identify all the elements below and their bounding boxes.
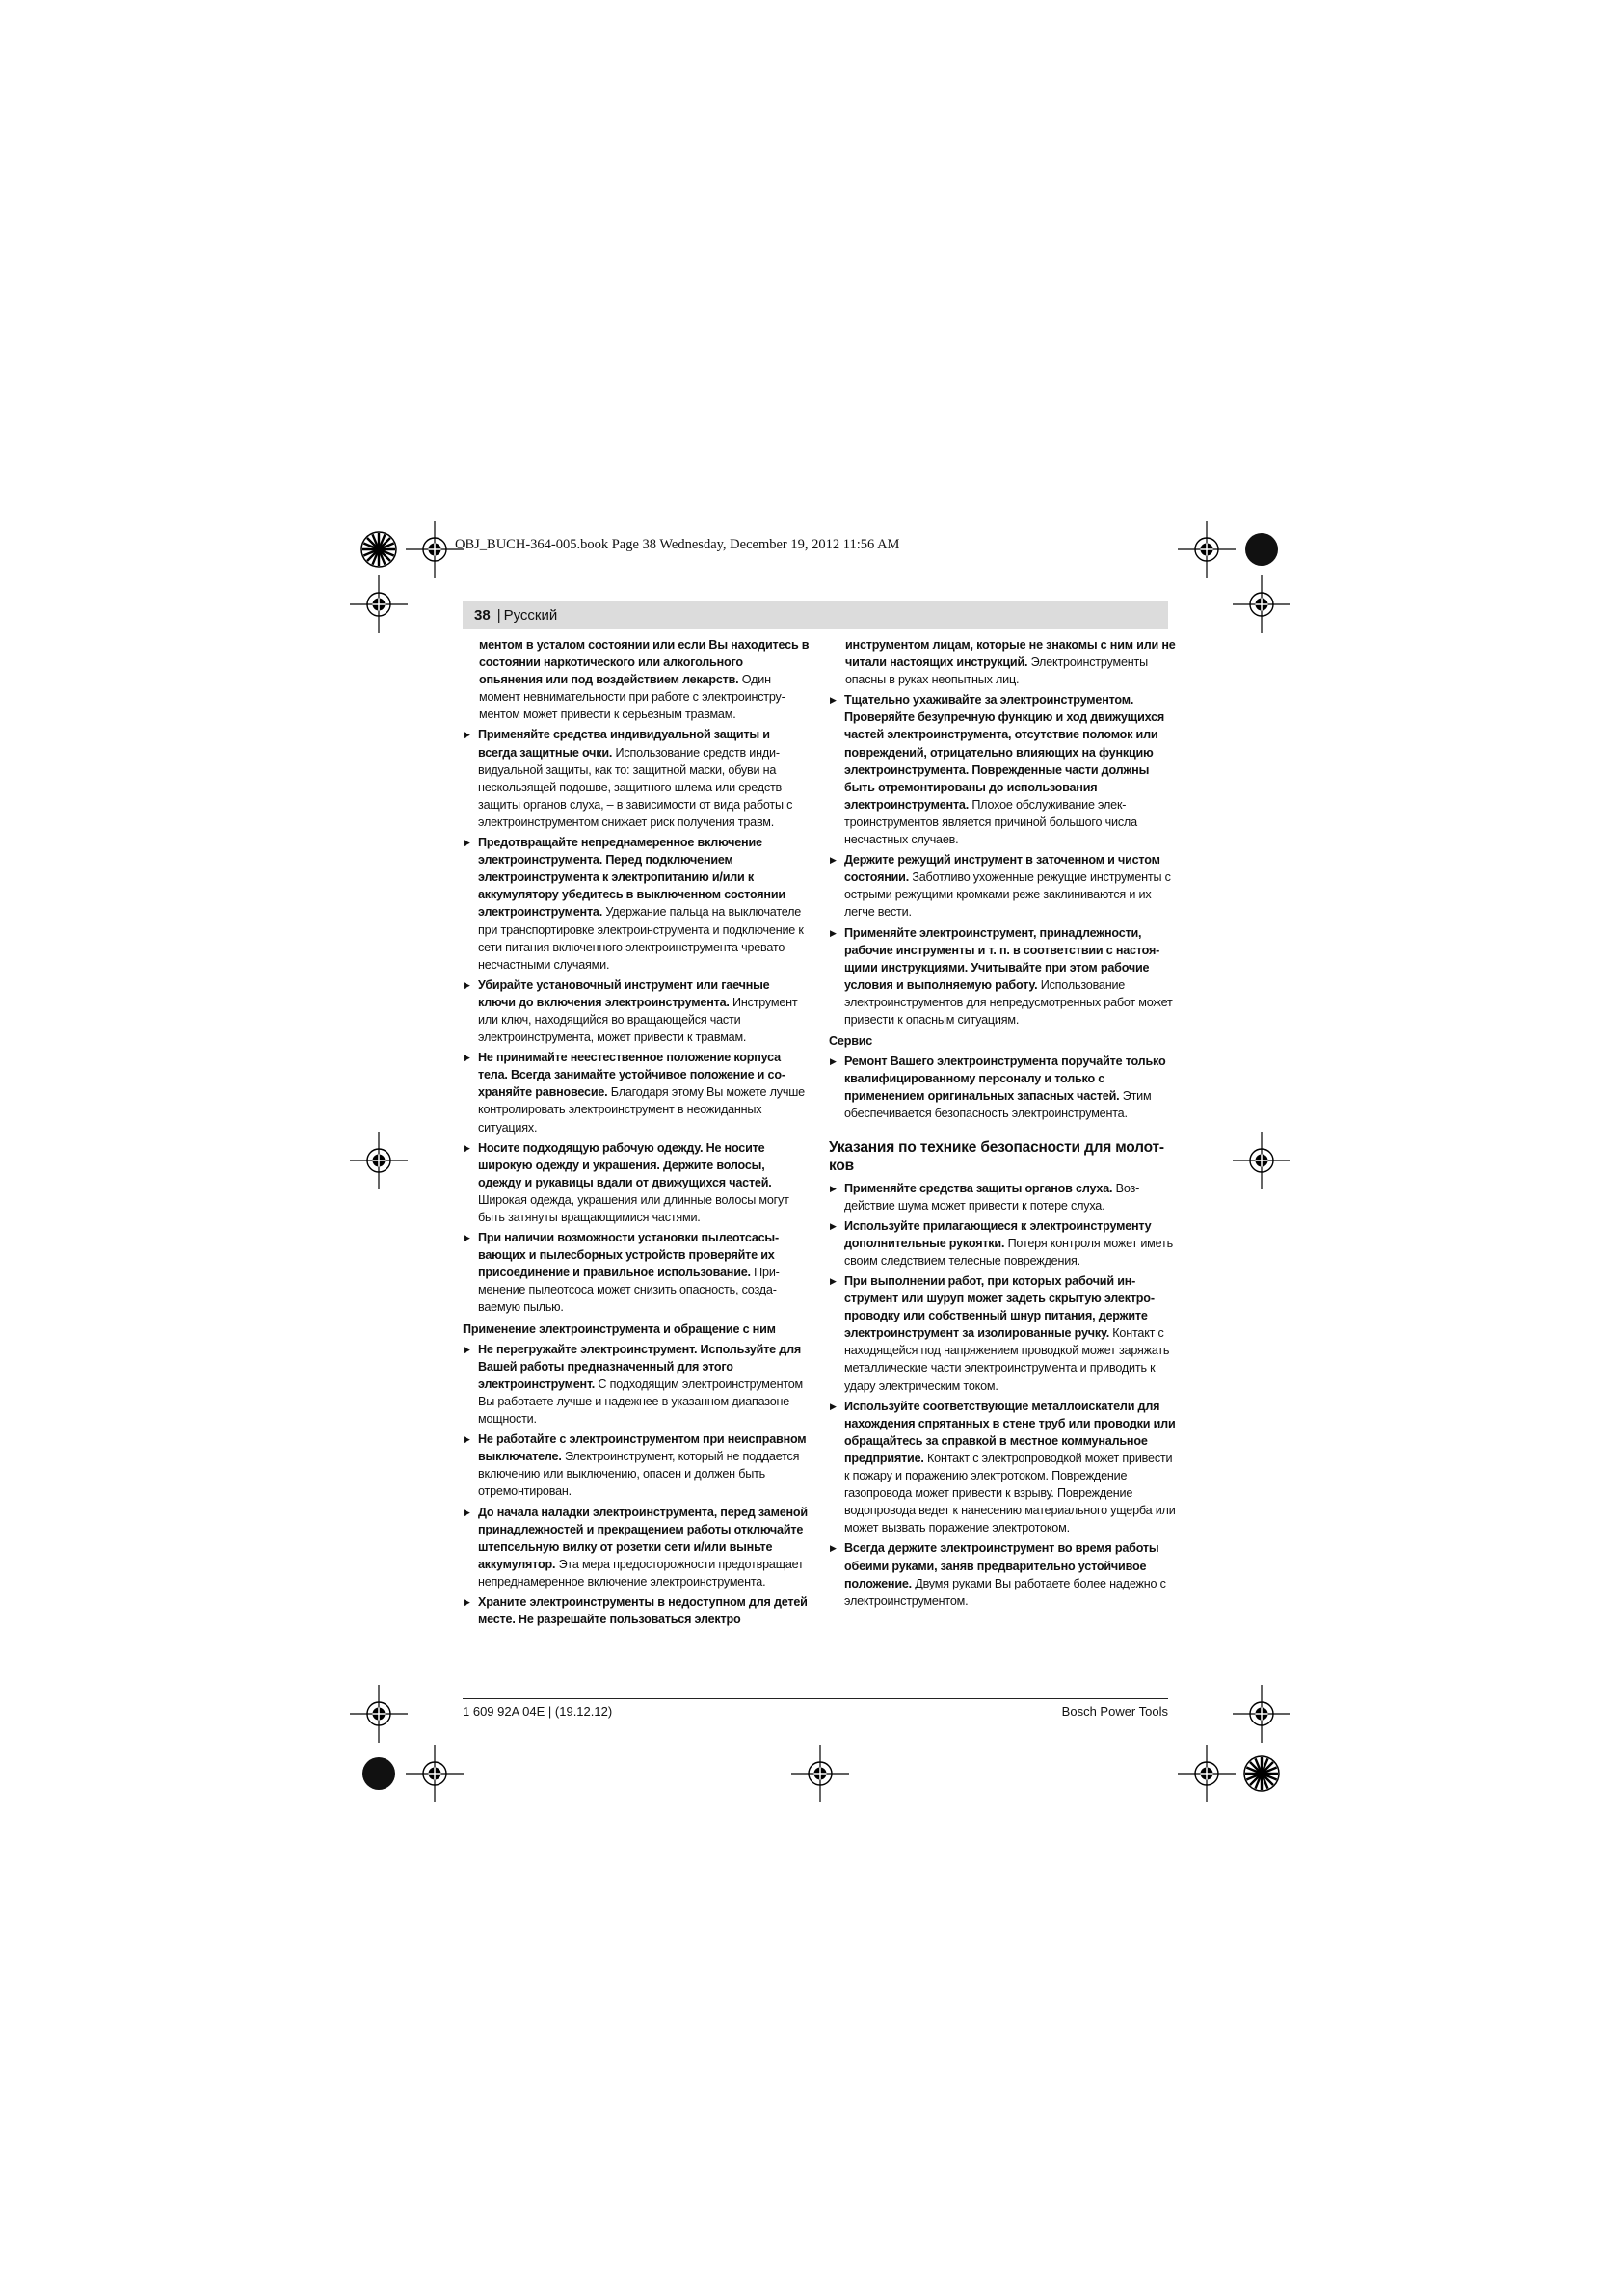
bullet-text: Благодаря этому Вы можете лучше контролировать электроинструмент в неожиданных ситуациях.	[478, 1085, 805, 1135]
paragraph-bold: ментом в усталом состоянии или если Вы находитесь в состоянии наркотического или алкогольного опьянения или под воздействием лекарств.	[479, 638, 810, 687]
footer-doc-number: 1 609 92A 04E | (19.12.12)	[463, 1704, 613, 1719]
bullet-bold: Не перегружайте электроинструмент. Используйте для Вашей работы предназначенный для этого электроинструмент.	[478, 1342, 802, 1391]
left-column	[463, 636, 810, 1631]
right-column	[829, 636, 1176, 1613]
bullet-item	[829, 924, 1176, 1029]
paragraph-text: Один момент невнимательности при работе с электроинструментом может привести к серьезным травмам.	[479, 673, 785, 722]
bullet-text: Плохое обслуживание электроинструментов является причиной большого числа несчастных случаев.	[844, 797, 1137, 847]
bullet-text: Применение пылеотсоса может снизить опасность, создаваемую пылью.	[478, 1266, 780, 1315]
footer-brand: Bosch Power Tools	[1061, 1704, 1168, 1719]
header-language: Русский	[503, 606, 558, 624]
bullet-item	[463, 1139, 810, 1226]
section-heading: Указания по технике безопасности для молотков	[829, 1138, 1165, 1174]
bullet-bold: Ремонт Вашего электроинструмента поручайте только квалифицированному персоналу и только с применением оригинальных запасных частей.	[844, 1055, 1166, 1104]
bullet-text: Двумя руками Вы работаете более надежно с электроинструментом.	[844, 1576, 1166, 1608]
paragraph-text: Электроинструменты опасны в руках неопытных лиц.	[845, 655, 1148, 687]
bullet-item	[463, 1593, 810, 1628]
bullet-text: Инструмент или ключ, находящийся во вращающейся части электроинструмента, может привести к травмам.	[478, 995, 798, 1045]
bullet-bold: Носите подходящую рабочую одежду. Не носите широкую одежду и украшения. Держите волосы, одежду и рукавицы вдали от движущихся частей.	[478, 1140, 772, 1189]
bullet-item	[463, 834, 810, 974]
bullet-text: С подходящим электроинструментом Вы работаете лучше и надежнее в указанном диапазоне мощности.	[478, 1376, 804, 1427]
paragraph-bold: инструментом лицам, которые не знакомы с ним или не читали настоящих инструкций.	[845, 638, 1176, 670]
bullet-bold: При наличии возможности установки пылеотсасывающих и пылесборных устройств проверяйте их присоединение и правильное использование.	[478, 1231, 780, 1280]
header-separator: |	[496, 606, 501, 624]
bullet-bold: Применяйте электроинструмент, принадлежности, рабочие инструменты и т. п. в соответствии с настоящими инструкциями. Учитывайте при этом рабочие условия и выполняемую работу.	[844, 925, 1160, 992]
bullet-bold: Используйте соответствующие металлоискатели для нахождения спрятанных в стене труб или проводки или обращайтесь за справкой в местное коммунальное предприятие.	[844, 1399, 1176, 1465]
bullet-item	[463, 1049, 810, 1135]
page-header	[463, 601, 1168, 629]
bullet-item	[829, 1217, 1176, 1269]
bullet-item	[829, 851, 1176, 921]
bullet-text: Воздействие шума может привести к потере слуха.	[844, 1181, 1140, 1213]
bullet-item	[463, 726, 810, 831]
bullet-item	[463, 1341, 810, 1428]
page-number: 38	[474, 606, 491, 624]
bullet-text: Этим обеспечивается безопасность электроинструмента.	[844, 1089, 1152, 1121]
footer-divider	[463, 1698, 1168, 1699]
bullet-text: Контакт с электропроводкой может привести к пожару и поражению электротоком. Повреждение газопровода может привести к взрыву. Повреждение водопровода ведет к нанесению материального ущерба или может вызвать поражение электротоком.	[844, 1451, 1176, 1535]
bullet-item	[829, 1272, 1176, 1395]
bullet-item	[829, 1539, 1176, 1609]
bullet-text: Эта мера предосторожности предотвращает непреднамеренное включение электроинструмента.	[478, 1557, 804, 1589]
section-subheading: Применение электроинструмента и обращение с ним	[463, 1322, 776, 1336]
bullet-text: Контакт с находящейся под напряжением проводкой может заряжать металлические части электроинструмента и приводить к удару электрическим током.	[844, 1326, 1170, 1393]
section-subheading: Сервис	[829, 1034, 873, 1049]
bullet-item	[463, 1504, 810, 1590]
bullet-text: Использование средств индивидуальной защиты, как то: защитной маски, обуви на нескользящей подошве, защитного шлема или средств защиты органов слуха, – в зависимости от вида работы с электроинструментом снижает риск получения травм.	[478, 745, 793, 829]
bullet-bold: Применяйте средства защиты органов слуха.	[844, 1181, 1113, 1195]
bullet-bold: До начала наладки электроинструмента, перед заменой принадлежностей и прекращением работы отключайте штепсельную вилку от розетки сети и/или выньте аккумулятор.	[478, 1505, 808, 1571]
bullet-item	[829, 691, 1176, 848]
paragraph	[829, 636, 1176, 688]
bullet-text: Электроинструмент, который не поддается включению или выключению, опасен и должен быть отремонтирован.	[478, 1450, 800, 1499]
bullet-item	[463, 976, 810, 1046]
bullet-bold: Используйте прилагающиеся к электроинструменту дополнительные рукоятки.	[844, 1218, 1152, 1250]
bullet-bold: Предотвращайте непреднамеренное включение электроинструмента. Перед подключением электроинструмента к электропитанию и/или к аккумулятору убедитесь в выключенном состоянии электроинструмента.	[478, 836, 785, 920]
bullet-bold: Не работайте с электроинструментом при неисправном выключателе.	[478, 1432, 807, 1464]
bullet-bold: Не принимайте неестественное положение корпуса тела. Всегда занимайте устойчивое положение и сохраняйте равновесие.	[478, 1051, 786, 1100]
bullet-item	[829, 1398, 1176, 1537]
bullet-text: Потеря контроля может иметь своим следствием телесные повреждения.	[844, 1236, 1173, 1268]
bullet-text: Удержание пальца на выключателе при транспортировке электроинструмента и подключение к сети питания включенного электроинструмента чревато несчастными случаями.	[478, 905, 804, 972]
bullet-bold: Тщательно ухаживайте за электроинструментом. Проверяйте безупречную функцию и ход движущихся частей электроинструмента, отсутствие поломок или повреждений, отрицательно влияющих на функцию электроинструмента. Поврежденные части должны быть отремонтированы до использования электроинструмента.	[844, 693, 1165, 812]
bullet-bold: Всегда держите электроинструмент во время работы обеими руками, заняв предварительно устойчивое положение.	[844, 1541, 1159, 1590]
bullet-item	[829, 1180, 1176, 1215]
bullet-bold: При выполнении работ, при которых рабочий инструмент или шуруп может задеть скрытую электропроводку или собственный шнур питания, держите электроинструмент за изолированные ручку.	[844, 1274, 1156, 1341]
bullet-text: Использование электроинструментов для непредусмотренных работ может привести к опасным ситуациям.	[844, 977, 1173, 1027]
bullet-item	[463, 1229, 810, 1316]
bullet-item	[829, 1053, 1176, 1122]
print-slug: OBJ_BUCH-364-005.book Page 38 Wednesday, December 19, 2012 11:56 AM	[455, 537, 900, 552]
paragraph	[463, 636, 810, 723]
bullet-bold: Держите режущий инструмент в заточенном и чистом состоянии.	[844, 853, 1160, 885]
bullet-text: Широкая одежда, украшения или длинные волосы могут быть затянуты вращающимися частями.	[478, 1192, 789, 1224]
bullet-bold: Применяйте средства индивидуальной защиты и всегда защитные очки.	[478, 728, 770, 760]
bullet-bold: Храните электроинструменты в недоступном для детей месте. Не разрешайте пользоваться электро	[478, 1594, 808, 1627]
bullet-text: Заботливо ухоженные режущие инструменты с острыми режущими кромками реже заклиниваются и их легче вести.	[844, 870, 1171, 920]
bullet-bold: Убирайте установочный инструмент или гаечные ключи до включения электроинструмента.	[478, 977, 770, 1009]
bullet-item	[463, 1430, 810, 1500]
